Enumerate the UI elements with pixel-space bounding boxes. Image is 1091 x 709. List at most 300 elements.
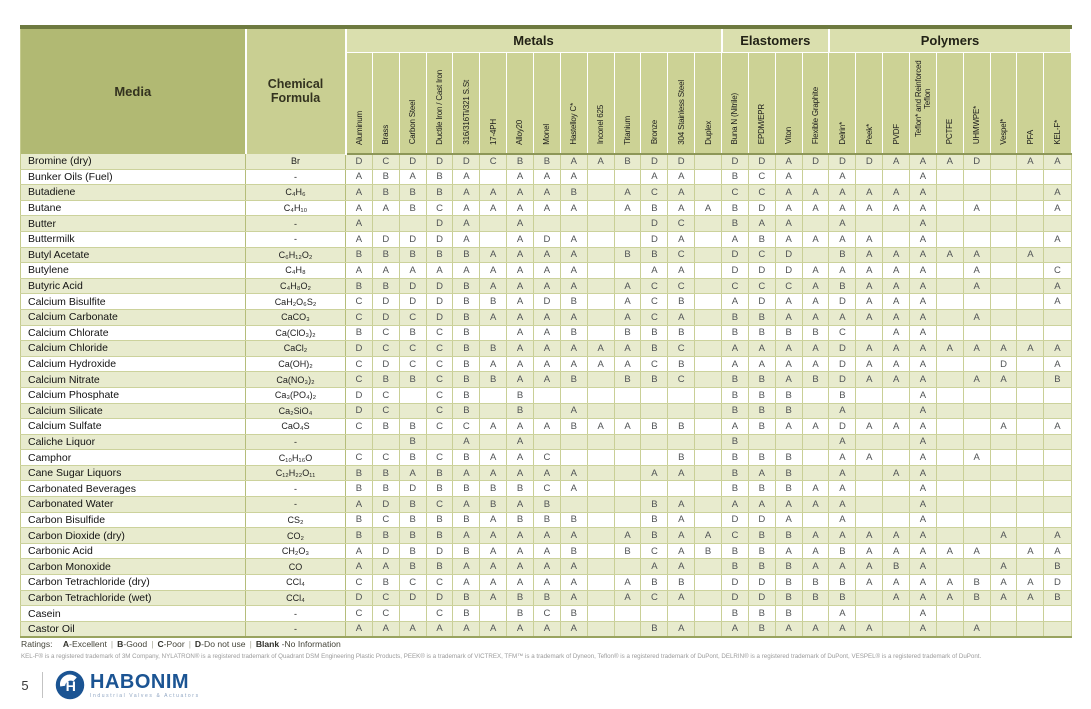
media-cell: Calcium Nitrate — [21, 372, 246, 388]
rating-cell: A — [883, 590, 910, 606]
rating-cell — [990, 497, 1017, 513]
rating-cell — [695, 185, 722, 201]
rating-cell: B — [560, 325, 587, 341]
rating-cell: A — [480, 575, 507, 591]
formula-cell: C₄H₈O₂ — [246, 278, 346, 294]
rating-cell: B — [748, 606, 775, 622]
rating-cell — [1017, 169, 1044, 185]
rating-cell: A — [883, 372, 910, 388]
rating-cell: A — [534, 372, 561, 388]
formula-cell: - — [246, 606, 346, 622]
rating-cell: A — [560, 341, 587, 357]
rating-cell: A — [534, 341, 561, 357]
rating-cell: A — [480, 309, 507, 325]
rating-cell — [936, 419, 963, 435]
rating-cell: B — [748, 621, 775, 637]
formula-cell: CO₂ — [246, 528, 346, 544]
rating-cell: B — [748, 481, 775, 497]
rating-cell: B — [480, 481, 507, 497]
rating-cell — [614, 403, 641, 419]
rating-cell — [883, 606, 910, 622]
rating-cell: A — [883, 419, 910, 435]
rating-cell: A — [1044, 278, 1071, 294]
rating-cell: D — [748, 590, 775, 606]
rating-cell — [990, 278, 1017, 294]
rating-cell: D — [722, 575, 749, 591]
rating-cell: D — [399, 481, 426, 497]
column-header — [883, 52, 910, 154]
rating-cell: A — [910, 481, 937, 497]
rating-cell: B — [399, 434, 426, 450]
rating-cell — [936, 356, 963, 372]
rating-cell: C — [829, 325, 856, 341]
rating-cell: C — [534, 606, 561, 622]
rating-cell: D — [748, 263, 775, 279]
column-header — [936, 52, 963, 154]
formula-cell: C₆H₁₂O₂ — [246, 247, 346, 263]
rating-cell — [668, 481, 695, 497]
rating-cell: B — [641, 621, 668, 637]
rating-cell: B — [614, 372, 641, 388]
rating-cell: D — [722, 263, 749, 279]
rating-cell — [936, 372, 963, 388]
rating-cell — [614, 450, 641, 466]
rating-cell: A — [963, 309, 990, 325]
rating-cell: A — [372, 263, 399, 279]
rating-cell: A — [507, 231, 534, 247]
rating-cell: B — [614, 325, 641, 341]
rating-cell — [695, 621, 722, 637]
rating-cell: A — [802, 621, 829, 637]
rating-cell: B — [802, 575, 829, 591]
rating-cell: B — [748, 419, 775, 435]
rating-cell — [587, 497, 614, 513]
rating-cell: A — [802, 528, 829, 544]
rating-cell: C — [426, 356, 453, 372]
rating-cell: B — [399, 200, 426, 216]
rating-cell: A — [910, 216, 937, 232]
rating-cell: C — [372, 512, 399, 528]
rating-cell: A — [614, 419, 641, 435]
rating-cell: A — [1044, 528, 1071, 544]
rating-cell: A — [346, 497, 373, 513]
rating-cell — [695, 263, 722, 279]
rating-cell: A — [802, 294, 829, 310]
media-cell: Carbon Tetrachloride (wet) — [21, 590, 246, 606]
rating-cell: A — [614, 341, 641, 357]
rating-cell — [990, 294, 1017, 310]
rating-cell: A — [856, 621, 883, 637]
rating-cell: A — [507, 372, 534, 388]
legend-separator: | — [249, 639, 252, 649]
rating-cell — [695, 356, 722, 372]
table-row — [21, 481, 1072, 497]
rating-cell: B — [641, 497, 668, 513]
rating-cell — [614, 497, 641, 513]
rating-cell: A — [346, 621, 373, 637]
media-cell: Calcium Silicate — [21, 403, 246, 419]
rating-cell: A — [453, 263, 480, 279]
rating-cell: A — [480, 465, 507, 481]
rating-cell — [936, 434, 963, 450]
rating-cell: A — [775, 543, 802, 559]
rating-cell: A — [453, 231, 480, 247]
rating-cell: A — [829, 434, 856, 450]
rating-cell: A — [507, 294, 534, 310]
rating-cell: B — [453, 356, 480, 372]
rating-cell — [587, 465, 614, 481]
column-header — [802, 52, 829, 154]
rating-cell: B — [346, 247, 373, 263]
rating-cell: A — [668, 512, 695, 528]
rating-cell: C — [641, 278, 668, 294]
table-row — [21, 621, 1072, 637]
rating-cell — [963, 185, 990, 201]
rating-cell: B — [829, 575, 856, 591]
rating-cell — [695, 169, 722, 185]
rating-cell: B — [722, 216, 749, 232]
column-header-label: Viton — [784, 127, 794, 145]
rating-cell: A — [910, 356, 937, 372]
media-cell: Calcium Hydroxide — [21, 356, 246, 372]
rating-cell: C — [346, 575, 373, 591]
rating-cell — [936, 559, 963, 575]
logo-tagline: Industrial Valves & Actuators — [90, 692, 200, 699]
rating-cell: B — [560, 372, 587, 388]
rating-cell: D — [990, 356, 1017, 372]
rating-cell: A — [829, 606, 856, 622]
rating-cell: A — [507, 169, 534, 185]
formula-cell: C₄H₈ — [246, 263, 346, 279]
rating-cell: A — [802, 231, 829, 247]
rating-cell — [883, 621, 910, 637]
rating-cell: B — [829, 590, 856, 606]
table-row — [21, 575, 1072, 591]
column-header — [829, 52, 856, 154]
rating-cell: A — [775, 200, 802, 216]
column-header — [614, 52, 641, 154]
rating-cell: B — [775, 559, 802, 575]
legend-desc: -Do not use — [201, 639, 246, 649]
table-row — [21, 419, 1072, 435]
rating-cell — [856, 434, 883, 450]
rating-cell: B — [560, 512, 587, 528]
rating-cell — [963, 606, 990, 622]
column-header — [480, 52, 507, 154]
rating-cell: A — [775, 309, 802, 325]
ratings-legend-prefix: Ratings: — [21, 639, 53, 649]
rating-cell: A — [990, 372, 1017, 388]
rating-cell: A — [802, 341, 829, 357]
rating-cell: A — [399, 169, 426, 185]
rating-cell — [1017, 403, 1044, 419]
rating-cell: B — [748, 387, 775, 403]
rating-cell: A — [668, 263, 695, 279]
rating-cell: B — [641, 325, 668, 341]
rating-cell: D — [453, 154, 480, 170]
group-header-row — [21, 29, 1072, 52]
table-row — [21, 528, 1072, 544]
column-header-label: KEL-F* — [1052, 119, 1062, 145]
rating-cell: A — [910, 512, 937, 528]
formula-cell: CaCl₂ — [246, 341, 346, 357]
rating-cell — [695, 606, 722, 622]
rating-cell: A — [453, 200, 480, 216]
rating-cell: D — [1044, 575, 1071, 591]
rating-cell: B — [641, 341, 668, 357]
rating-cell: B — [399, 543, 426, 559]
rating-cell: A — [802, 356, 829, 372]
rating-cell: A — [910, 263, 937, 279]
rating-cell: A — [614, 590, 641, 606]
rating-cell: A — [587, 154, 614, 170]
rating-cell — [399, 387, 426, 403]
rating-cell — [534, 387, 561, 403]
column-header — [453, 52, 480, 154]
rating-cell: C — [399, 341, 426, 357]
rating-cell: A — [346, 169, 373, 185]
rating-cell: A — [668, 309, 695, 325]
rating-cell — [587, 512, 614, 528]
rating-cell — [990, 387, 1017, 403]
media-cell: Carbon Dioxide (dry) — [21, 528, 246, 544]
rating-cell: A — [856, 372, 883, 388]
rating-cell: B — [507, 481, 534, 497]
rating-cell — [587, 528, 614, 544]
rating-cell — [1044, 247, 1071, 263]
rating-cell — [936, 512, 963, 528]
formula-cell: CCl₄ — [246, 575, 346, 591]
rating-cell: A — [910, 294, 937, 310]
rating-cell: A — [910, 465, 937, 481]
legend-separator: | — [110, 639, 114, 649]
rating-cell: A — [534, 325, 561, 341]
rating-cell: A — [883, 154, 910, 170]
rating-cell: B — [614, 247, 641, 263]
rating-cell: B — [775, 590, 802, 606]
rating-cell — [883, 387, 910, 403]
rating-cell: B — [453, 341, 480, 357]
rating-cell: B — [534, 512, 561, 528]
table-row — [21, 387, 1072, 403]
column-header — [1044, 52, 1071, 154]
rating-cell: B — [829, 387, 856, 403]
rating-cell: D — [426, 216, 453, 232]
rating-cell: A — [668, 465, 695, 481]
rating-cell: A — [480, 263, 507, 279]
rating-cell: B — [668, 294, 695, 310]
table-row — [21, 590, 1072, 606]
rating-cell: A — [883, 294, 910, 310]
rating-cell: A — [399, 465, 426, 481]
rating-cell — [1017, 263, 1044, 279]
rating-cell: D — [426, 231, 453, 247]
table-row — [21, 278, 1072, 294]
column-header-label: Carbon Steel — [408, 100, 418, 145]
rating-cell: D — [399, 231, 426, 247]
rating-cell: C — [668, 372, 695, 388]
rating-cell: A — [534, 263, 561, 279]
rating-cell: A — [668, 200, 695, 216]
rating-cell — [587, 263, 614, 279]
rating-cell: A — [1044, 341, 1071, 357]
rating-cell: A — [346, 200, 373, 216]
rating-cell: A — [480, 621, 507, 637]
rating-cell: A — [614, 356, 641, 372]
rating-cell — [883, 169, 910, 185]
rating-cell — [1017, 325, 1044, 341]
rating-cell: A — [856, 294, 883, 310]
rating-cell: B — [372, 528, 399, 544]
media-cell: Calcium Phosphate — [21, 387, 246, 403]
rating-cell: B — [748, 450, 775, 466]
rating-cell — [883, 481, 910, 497]
rating-cell — [936, 528, 963, 544]
media-cell: Carbonated Beverages — [21, 481, 246, 497]
rating-cell: A — [910, 185, 937, 201]
rating-cell: A — [346, 263, 373, 279]
rating-cell — [1017, 528, 1044, 544]
rating-cell: C — [453, 419, 480, 435]
rating-cell — [587, 169, 614, 185]
rating-cell: A — [668, 528, 695, 544]
rating-cell — [587, 372, 614, 388]
rating-cell — [990, 465, 1017, 481]
table-row — [21, 294, 1072, 310]
rating-cell — [372, 434, 399, 450]
rating-cell: B — [534, 154, 561, 170]
rating-cell: B — [507, 154, 534, 170]
rating-cell: B — [372, 278, 399, 294]
rating-cell — [1044, 403, 1071, 419]
rating-cell: A — [883, 263, 910, 279]
rating-cell: C — [399, 309, 426, 325]
rating-cell — [614, 481, 641, 497]
rating-cell: A — [534, 185, 561, 201]
column-header-label: 17-4PH — [488, 118, 498, 145]
table-row — [21, 263, 1072, 279]
rating-cell: A — [534, 621, 561, 637]
table-row — [21, 185, 1072, 201]
rating-cell: A — [883, 325, 910, 341]
rating-cell: A — [560, 169, 587, 185]
rating-cell: C — [641, 590, 668, 606]
rating-cell: A — [668, 231, 695, 247]
rating-cell: A — [829, 559, 856, 575]
rating-cell: A — [802, 481, 829, 497]
rating-cell — [695, 419, 722, 435]
rating-cell: C — [748, 169, 775, 185]
rating-cell — [802, 512, 829, 528]
rating-cell — [695, 278, 722, 294]
rating-cell — [856, 497, 883, 513]
rating-cell: A — [910, 543, 937, 559]
rating-cell: B — [372, 372, 399, 388]
rating-cell: A — [856, 278, 883, 294]
rating-cell: B — [722, 403, 749, 419]
rating-cell: A — [587, 356, 614, 372]
rating-cell: A — [534, 356, 561, 372]
column-header-label: 304 Stainless Steel — [676, 79, 686, 145]
rating-cell: B — [722, 325, 749, 341]
rating-cell — [668, 403, 695, 419]
rating-cell — [614, 169, 641, 185]
rating-cell: A — [910, 325, 937, 341]
rating-cell: A — [775, 356, 802, 372]
media-cell: Castor Oil — [21, 621, 246, 637]
rating-cell: A — [802, 497, 829, 513]
rating-cell: C — [641, 543, 668, 559]
rating-cell: A — [829, 200, 856, 216]
rating-cell: A — [641, 169, 668, 185]
table-row — [21, 559, 1072, 575]
rating-cell: A — [722, 294, 749, 310]
rating-cell — [1017, 278, 1044, 294]
rating-cell — [1017, 481, 1044, 497]
column-header — [856, 52, 883, 154]
rating-cell: B — [748, 528, 775, 544]
rating-cell — [883, 450, 910, 466]
table-row — [21, 512, 1072, 528]
rating-cell: A — [560, 575, 587, 591]
rating-cell — [802, 169, 829, 185]
formula-cell: Ca(NO₃)₂ — [246, 372, 346, 388]
rating-cell — [1044, 309, 1071, 325]
rating-cell: B — [560, 606, 587, 622]
rating-cell — [990, 185, 1017, 201]
rating-cell: A — [829, 309, 856, 325]
rating-cell: C — [426, 325, 453, 341]
rating-cell: D — [426, 590, 453, 606]
rating-cell — [936, 621, 963, 637]
rating-cell: A — [829, 403, 856, 419]
legend-desc: -Good — [123, 639, 148, 649]
rating-cell: A — [560, 481, 587, 497]
rating-cell: A — [453, 434, 480, 450]
rating-cell: B — [722, 169, 749, 185]
chemical-compatibility-table — [20, 29, 1072, 638]
rating-cell: A — [829, 528, 856, 544]
rating-cell: A — [1044, 154, 1071, 170]
rating-cell — [695, 575, 722, 591]
rating-cell — [990, 434, 1017, 450]
table-row — [21, 543, 1072, 559]
rating-cell — [963, 216, 990, 232]
rating-cell: B — [748, 403, 775, 419]
rating-cell — [641, 450, 668, 466]
rating-cell: D — [346, 341, 373, 357]
rating-cell: C — [426, 450, 453, 466]
rating-cell: A — [668, 590, 695, 606]
rating-cell — [560, 450, 587, 466]
rating-cell: A — [910, 154, 937, 170]
rating-cell — [1017, 559, 1044, 575]
column-header-label: PCTFE — [945, 119, 955, 145]
rating-cell: A — [883, 200, 910, 216]
rating-cell: B — [453, 543, 480, 559]
media-cell: Calcium Chloride — [21, 341, 246, 357]
rating-cell — [802, 216, 829, 232]
legend-key: Blank — [255, 639, 280, 649]
rating-cell: A — [936, 575, 963, 591]
rating-cell — [990, 403, 1017, 419]
rating-cell: B — [775, 450, 802, 466]
rating-cell: A — [829, 169, 856, 185]
legend-key: B — [117, 639, 124, 649]
legend-key: C — [157, 639, 164, 649]
rating-cell: B — [963, 590, 990, 606]
rating-cell: B — [372, 247, 399, 263]
